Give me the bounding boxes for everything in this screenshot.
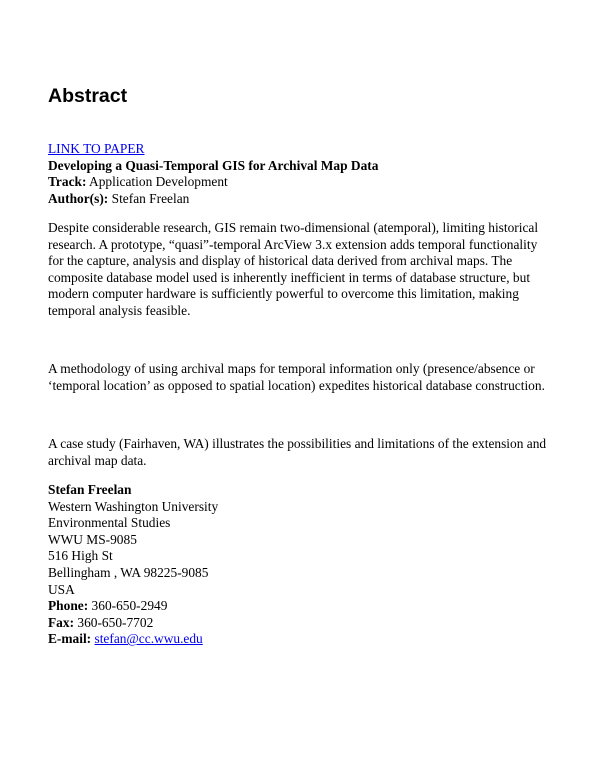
- address-line: 516 High St: [48, 548, 113, 564]
- abstract-paragraph-3: [48, 436, 568, 469]
- paragraph-line: Despite considerable research, GIS remain two-dimensional (atemporal), limiting historical: [48, 220, 539, 235]
- abstract-paragraph-2: [48, 361, 568, 394]
- phone-label: Phone:: [48, 598, 89, 614]
- email-label: E-mail:: [48, 631, 92, 647]
- track-label: Track:: [48, 174, 87, 190]
- authors-value: Stefan Freelan: [111, 190, 190, 206]
- paragraph-line: A case study (Fairhaven, WA) illustrates the possibilities and limitations of the extension and: [48, 436, 547, 451]
- email-link[interactable]: stefan@cc.wwu.edu: [94, 631, 203, 647]
- paragraph-line: modern computer hardware is sufficiently powerful to overcome this limitation, making: [48, 286, 519, 302]
- address-line: Western Washington University: [48, 498, 219, 514]
- authors-label: Author(s):: [48, 190, 109, 206]
- fax-value: 360-650-7702: [77, 614, 154, 630]
- email-line: [48, 631, 568, 648]
- authors-line: [48, 191, 568, 208]
- paragraph-line: ‘temporal location’ as opposed to spatial location) expedites historical database construction.: [48, 377, 545, 393]
- paragraph-line: archival map data.: [48, 452, 147, 468]
- phone-value: 360-650-2949: [91, 598, 168, 614]
- contact-name: Stefan Freelan: [48, 482, 132, 497]
- link-to-paper[interactable]: LINK TO PAPER: [48, 141, 145, 156]
- contact-block: [48, 482, 568, 648]
- page-title: Abstract: [48, 85, 128, 107]
- phone-line: [48, 598, 568, 615]
- paragraph-line: temporal analysis feasible.: [48, 302, 191, 318]
- paragraph-line: composite database model used is inherently inefficient in terms of database structure, but: [48, 269, 531, 285]
- fax-line: [48, 615, 568, 632]
- paragraph-line: A methodology of using archival maps for temporal information only (presence/absence or: [48, 361, 535, 376]
- address-line: USA: [48, 581, 75, 597]
- address-line: WWU MS-9085: [48, 531, 137, 547]
- address-line: Bellingham , WA 98225-9085: [48, 564, 209, 580]
- paper-title: Developing a Quasi-Temporal GIS for Archival Map Data: [48, 157, 379, 173]
- track-line: [48, 174, 568, 191]
- address-line: Environmental Studies: [48, 515, 171, 531]
- paragraph-line: research. A prototype, “quasi”-temporal ArcView 3.x extension adds temporal functionality: [48, 236, 538, 252]
- abstract-paragraph-1: [48, 220, 568, 320]
- paragraph-line: for the capture, analysis and display of historical data derived from archival maps. The: [48, 253, 513, 269]
- paper-meta: [48, 141, 568, 207]
- track-value: Application Development: [89, 174, 228, 190]
- fax-label: Fax:: [48, 614, 75, 630]
